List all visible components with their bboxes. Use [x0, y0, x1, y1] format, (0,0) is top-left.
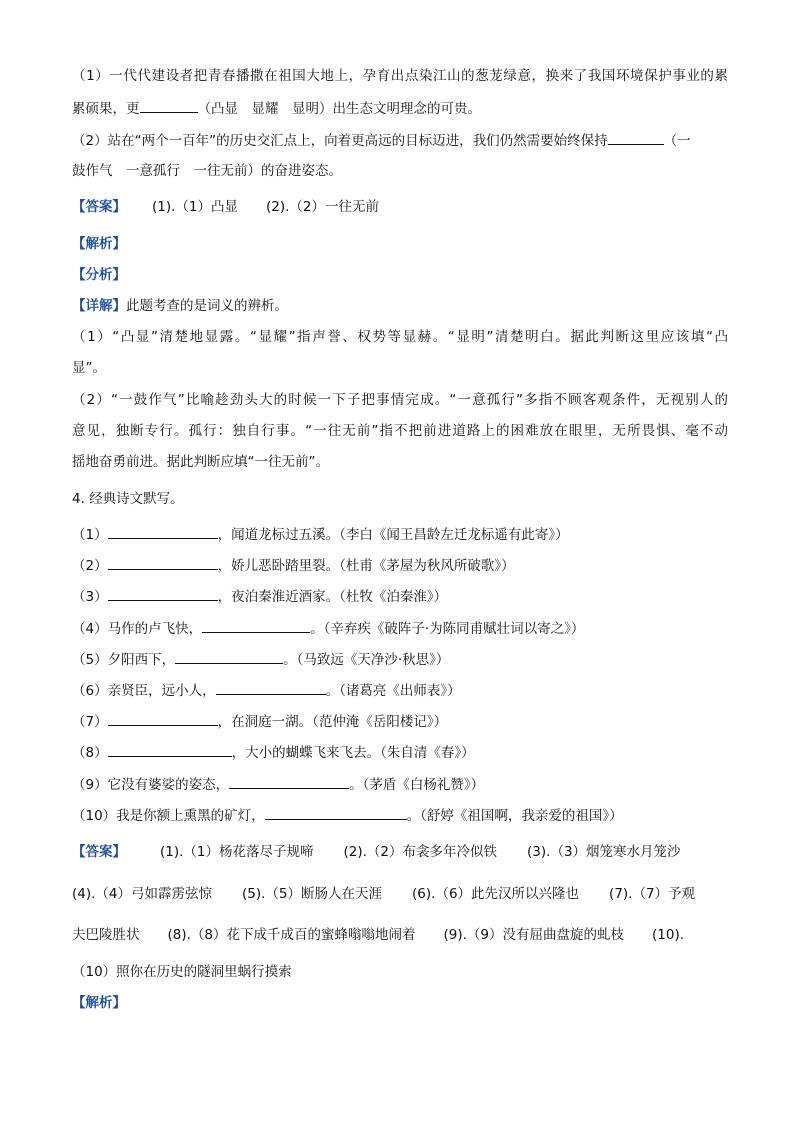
answer-item: (9).（9）没有屈曲盘旋的虬枝 — [443, 927, 625, 943]
q4-item — [72, 774, 728, 795]
answer-item: (4).（4）弓如霹雳弦惊 — [72, 886, 213, 902]
explanation-line: 显”。 — [72, 360, 106, 376]
q4-item-pre: （9）它没有婆娑的姿态， — [72, 777, 230, 793]
fill-blank[interactable] — [202, 618, 310, 633]
q4-item — [72, 586, 728, 607]
explanation-line: （2）“一鼓作气”比喻趁劲头大的时候一下子把事情完成。“一意孤行”多指不顾客观条件，无视别人的 — [72, 392, 728, 408]
q4-item-pre: （1） — [72, 527, 108, 543]
fill-blank[interactable] — [265, 805, 407, 820]
jiexi-tag: 【解析】 — [72, 236, 126, 252]
q4-item — [72, 555, 728, 576]
q4-item — [72, 649, 728, 670]
explanation-line: （1）“凸显”清楚地显露。“显耀”指声誉、权势等显赫。“显明”清楚明白。据此判断这里应该填“凸 — [72, 329, 728, 345]
q4-answer-line: （10）照你在历史的隧洞里蜗行摸索 — [72, 964, 292, 980]
fill-blank[interactable] — [216, 680, 326, 695]
q3-item1-line2 — [72, 98, 728, 119]
fenxi-tag: 【分析】 — [72, 267, 126, 283]
fill-blank[interactable] — [108, 555, 218, 570]
answer-tag: 【答案】 — [72, 199, 126, 215]
q3-answer-line — [72, 197, 728, 217]
fill-blank[interactable] — [608, 130, 664, 145]
q4-item-post: ，大小的蝴蝶飞来飞去。（朱自清《春》） — [231, 745, 475, 761]
q4-item — [72, 618, 728, 639]
xiangjie-text: 此题考查的是词义的辨析。 — [126, 298, 288, 314]
q3-item2-text-pre: （2）站在“两个一百年”的历史交汇点上，向着更高远的目标迈进，我们仍然需要始终保持 — [72, 133, 608, 149]
q3-item1-text-post: （凸显 显耀 显明）出生态文明理念的可贵。 — [197, 101, 481, 117]
q4-item — [72, 524, 728, 545]
answer-item: (3).（3）烟笼寒水月笼沙 — [527, 844, 681, 860]
answer-item: (2).（2）一往无前 — [266, 199, 380, 215]
fill-blank[interactable] — [140, 98, 198, 113]
q4-answer-line — [72, 925, 728, 945]
fill-blank[interactable] — [229, 774, 349, 789]
q4-item-pre: （5）夕阳西下， — [72, 652, 176, 668]
q4-item-pre: （2） — [72, 558, 108, 574]
answer-item: (5).（5）断肠人在天涯 — [242, 886, 383, 902]
q3-item2-text-post: （一 — [663, 133, 691, 149]
q3-item1-line1: （1）一代代建设者把青春播撒在祖国大地上，孕育出点染江山的葱茏绿意，换来了我国环境保护事业的累 — [72, 68, 728, 84]
answer-item: (10). — [652, 927, 685, 943]
q4-item-post: 。（辛弃疾《破阵子·为陈同甫赋壮词以寄之》） — [310, 621, 585, 637]
q4-answer-line — [72, 884, 728, 904]
q4-item — [72, 711, 728, 732]
answer-item: (6).（6）此先汉所以兴隆也 — [412, 886, 580, 902]
xiangjie-tag: 【详解】 — [72, 298, 126, 314]
q4-item-pre: （4）马作的卢飞快， — [72, 621, 203, 637]
fill-blank[interactable] — [108, 524, 218, 539]
q4-item-post: 。（诸葛亮《出师表》） — [325, 683, 461, 699]
q4-item-pre: （6）亲贤臣，远小人， — [72, 683, 216, 699]
q4-item-pre: （10）我是你额上熏黑的矿灯， — [72, 808, 265, 824]
q4-item-pre: （8） — [72, 745, 108, 761]
answer-tag: 【答案】 — [72, 844, 126, 860]
q4-item-pre: （3） — [72, 589, 108, 605]
q3-item2-line1 — [72, 130, 728, 151]
q3-item2-line2: 鼓作气 一意孤行 一往无前）的奋进姿态。 — [72, 163, 342, 179]
jiexi-tag: 【解析】 — [72, 995, 126, 1011]
answer-item: (7).（7）予观 — [609, 886, 696, 902]
explanation-line: 意见，独断专行。孤行：独自行事。“一往无前”指不把前进道路上的困难放在眼里，无所畏惧、毫不动 — [72, 423, 728, 439]
q4-item-post: 。（舒婷《祖国啊，我亲爱的祖国》） — [406, 808, 623, 824]
fill-blank[interactable] — [108, 586, 218, 601]
q4-item-post: ，在洞庭一湖。（范仲淹《岳阳楼记》） — [217, 714, 448, 730]
q3-item1-text-pre: 累硕果，更 — [72, 101, 140, 117]
answer-item: 夫巴陵胜状 — [72, 927, 140, 943]
q4-item-post: ，夜泊秦淮近酒家。（杜牧《泊秦淮》） — [217, 589, 448, 605]
answer-item: (2).（2）布衾多年冷似铁 — [343, 844, 498, 860]
xiangjie-line — [72, 296, 728, 316]
q4-item-pre: （7） — [72, 714, 108, 730]
q4-answer-line — [72, 842, 728, 862]
q4-item — [72, 805, 728, 826]
fill-blank[interactable] — [108, 711, 218, 726]
answer-item: (8).（8）花下成千成百的蜜蜂嗡嗡地闹着 — [167, 927, 416, 943]
q4-title: 4. 经典诗文默写。 — [72, 491, 184, 507]
q4-item-post: ，娇儿恶卧踏里裂。（杜甫《茅屋为秋风所破歌》） — [217, 558, 515, 574]
fill-blank[interactable] — [108, 742, 232, 757]
q4-item — [72, 680, 728, 701]
answer-item: (1).（1）杨花落尽子规啼 — [160, 844, 314, 860]
explanation-line: 摇地奋勇前进。据此判断应填“一往无前”。 — [72, 454, 329, 470]
q4-item — [72, 742, 728, 763]
q4-item-post: 。（茅盾《白杨礼赞》） — [349, 777, 485, 793]
q4-item-post: ，闻道龙标过五溪。（李白《闻王昌龄左迁龙标遥有此寄》） — [217, 527, 569, 543]
q4-item-post: 。（马致远《天净沙·秋思》） — [283, 652, 450, 668]
fill-blank[interactable] — [175, 649, 283, 664]
answer-item: (1).（1）凸显 — [152, 199, 239, 215]
